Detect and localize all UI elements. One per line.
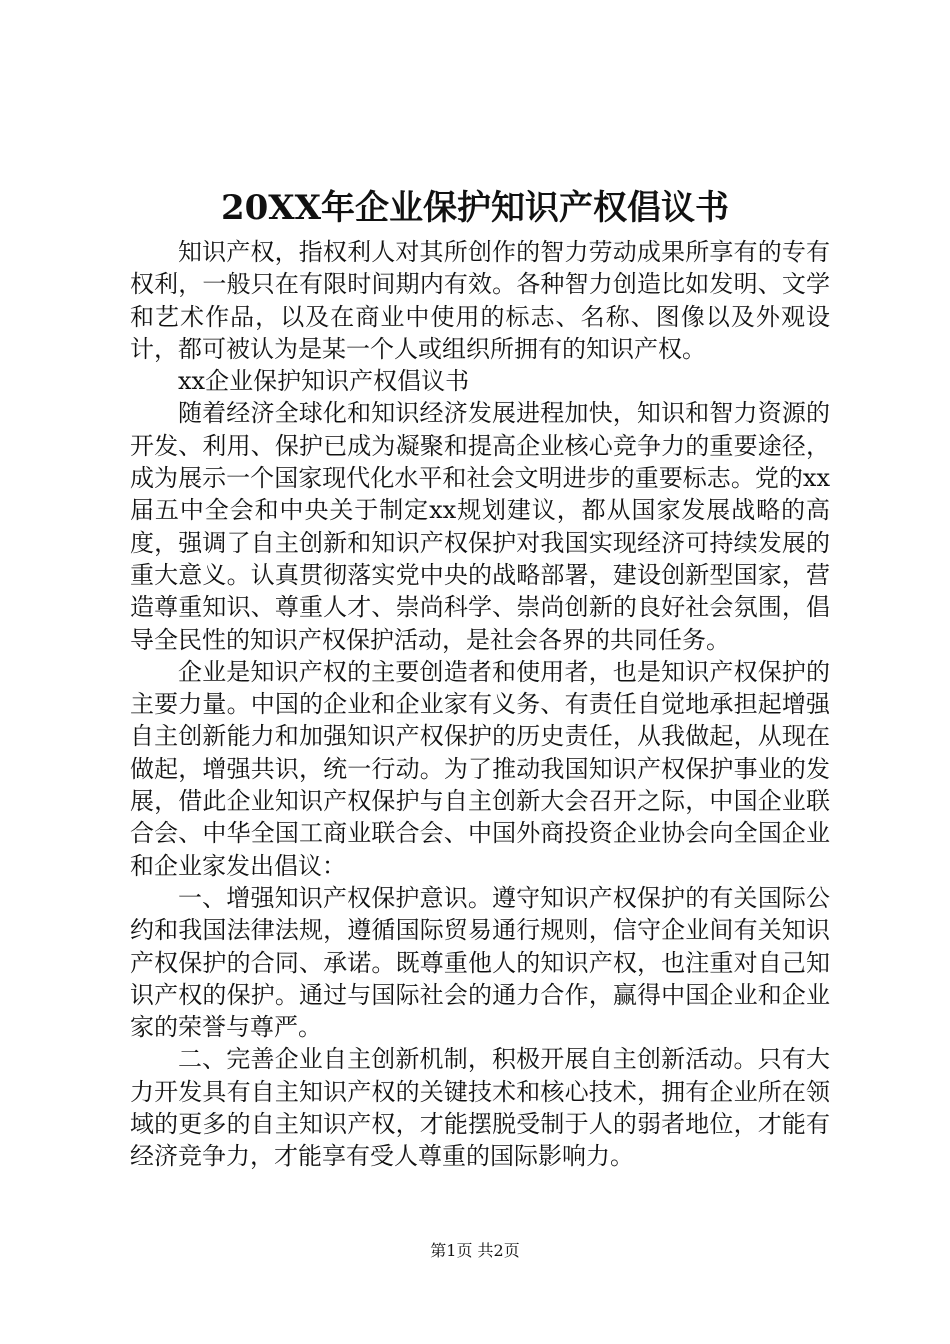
paragraph-subtitle: xx企业保护知识产权倡议书 xyxy=(178,367,470,396)
paragraph-background: 随着经济全球化和知识经济发展进程加快，知识和智力资源的开发、利用、保护已成为凝聚和提高企业核心竞争力的重要途径，成为展示一个国家现代化水平和社会文明进步的重要标志。党的xx届五中全会和中央关于制定xx规划建议，都从国家发展战略的高度，强调了自主创新和知识产权保护对我国实现经济可持续发展的重大意义。认真贯彻落实党中央的战略部署，建设创新型国家，营造尊重知识、尊重人才、崇尚科学、崇尚创新的良好社会氛围，倡导全民性的知识产权保护活动，是社会各界的共同任务。 xyxy=(130,399,830,654)
paragraph-definition: 知识产权，指权利人对其所创作的智力劳动成果所享有的专有权利，一般只在有限时间期内有效。各种智力创造比如发明、文学和艺术作品，以及在商业中使用的标志、名称、图像以及外观设计，都可被认为是某一个人或组织所拥有的知识产权。 xyxy=(130,238,830,363)
paragraph-proposal-one: 一、增强知识产权保护意识。遵守知识产权保护的有关国际公约和我国法律法规，遵循国际贸易通行规则，信守企业间有关知识产权保护的合同、承诺。既尊重他人的知识产权，也注重对自己知识产权的保护。通过与国际社会的通力合作，赢得中国企业和企业家的荣誉与尊严。 xyxy=(130,883,830,1042)
document-body xyxy=(130,236,830,1173)
document-title: 20XX年企业保护知识产权倡议书 xyxy=(220,188,730,228)
paragraph-proposal-two: 二、完善企业自主创新机制，积极开展自主创新活动。只有大力开发具有自主知识产权的关键技术和核心技术，拥有企业所在领域的更多的自主知识产权，才能摆脱受制于人的弱者地位，才能有经济竞争力，才能享有受人尊重的国际影响力。 xyxy=(130,1045,830,1171)
page-indicator: 第1页 共2页 xyxy=(430,1241,520,1260)
paragraph-enterprise-role: 企业是知识产权的主要创造者和使用者，也是知识产权保护的主要力量。中国的企业和企业家有义务、有责任自觉地承担起增强自主创新能力和加强知识产权保护的历史责任，从我做起，从现在做起，增强共识，统一行动。为了推动我国知识产权保护事业的发展，借此企业知识产权保护与自主创新大会召开之际，中国企业联合会、中华全国工商业联合会、中国外商投资企业协会向全国企业和企业家发出倡议： xyxy=(130,657,830,880)
